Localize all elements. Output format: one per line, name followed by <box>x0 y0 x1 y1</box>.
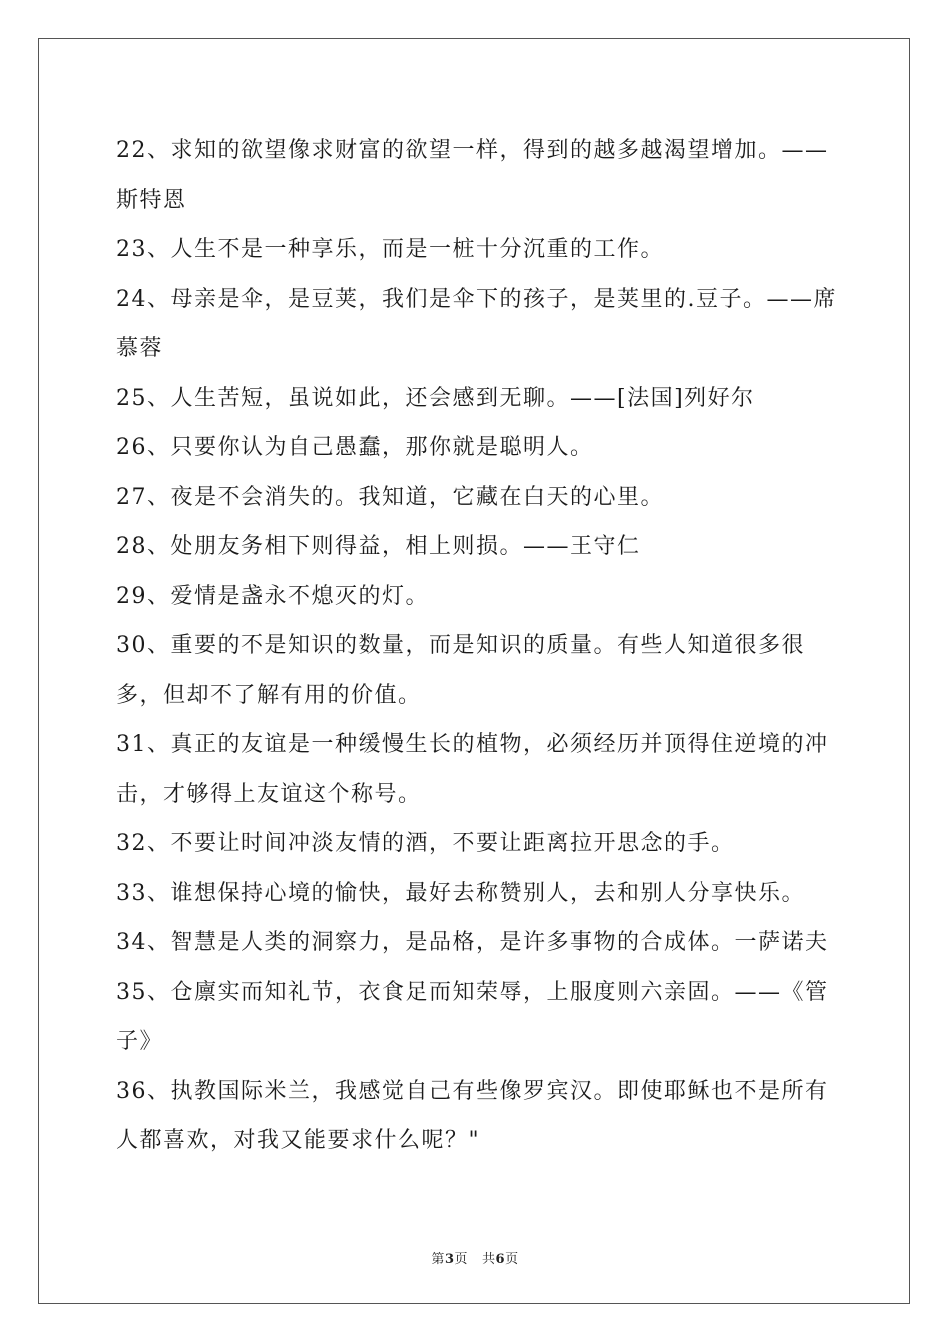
quote-28: 28、处朋友务相下则得益，相上则损。——王守仁 <box>116 534 641 559</box>
page-suffix: 页 <box>454 1252 468 1267</box>
quote-24: 24、母亲是伞，是豆荚，我们是伞下的孩子，是荚里的.豆子。——席慕蓉 <box>116 286 837 361</box>
quote-29: 29、爱情是盏永不熄灭的灯。 <box>116 583 429 609</box>
quote-27: 27、夜是不会消失的。我知道，它藏在白天的心里。 <box>116 484 664 510</box>
quote-34: 34、智慧是人类的洞察力，是品格，是许多事物的合成体。一萨诺夫 <box>116 930 829 955</box>
quote-30: 30、重要的不是知识的数量，而是知识的质量。有些人知道很多很多，但却不了解有用的价值。 <box>116 633 805 708</box>
total-suffix: 页 <box>505 1252 519 1267</box>
quote-22: 22、求知的欲望像求财富的欲望一样，得到的越多越渴望增加。——斯特恩 <box>116 138 829 213</box>
page-prefix: 第 <box>431 1252 445 1267</box>
current-page-number: 3 <box>444 1252 455 1267</box>
quote-31: 31、真正的友谊是一种缓慢生长的植物，必须经历并顶得住逆境的冲击，才够得上友谊这个称号。 <box>116 732 829 807</box>
quote-32: 32、不要让时间冲淡友情的酒，不要让距离拉开思念的手。 <box>116 831 735 856</box>
quote-26: 26、只要你认为自己愚蠢，那你就是聪明人。 <box>116 435 594 460</box>
quote-25: 25、人生苦短，虽说如此，还会感到无聊。——[法国]列好尔 <box>116 385 755 411</box>
total-page-number: 6 <box>495 1252 506 1267</box>
quote-35: 35、仓廪实而知礼节，衣食足而知荣辱，上服度则六亲固。——《管子》 <box>116 979 829 1054</box>
quote-list <box>116 126 840 1166</box>
page-footer <box>0 1248 950 1267</box>
quote-23: 23、人生不是一种享乐，而是一桩十分沉重的工作。 <box>116 237 664 262</box>
quote-36: 36、执教国际米兰，我感觉自己有些像罗宾汉。即使耶稣也不是所有人都喜欢，对我又能要求什么呢？" <box>116 1078 829 1153</box>
total-prefix: 共 <box>482 1252 496 1267</box>
quote-33: 33、谁想保持心境的愉快，最好去称赞别人，去和别人分享快乐。 <box>116 880 805 906</box>
